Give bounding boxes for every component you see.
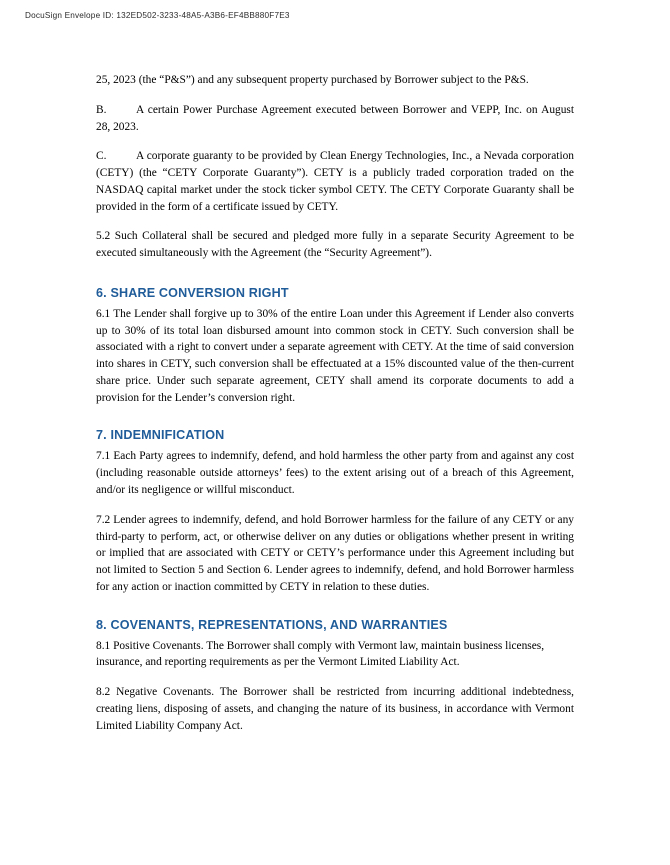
item-b-text: A certain Power Purchase Agreement executed between Borrower and VEPP, Inc. on August 28, 2023. bbox=[96, 103, 574, 133]
paragraph-8-1: 8.1 Positive Covenants. The Borrower shall comply with Vermont law, maintain business licenses, insurance, and reporting requirements as per the Vermont Limited Liability Act. bbox=[96, 639, 545, 669]
document-body bbox=[96, 72, 574, 747]
item-b-label: B. bbox=[96, 103, 107, 116]
list-item bbox=[96, 148, 574, 215]
paragraph-continued: 25, 2023 (the “P&S”) and any subsequent property purchased by Borrower subject to the P&S. bbox=[96, 74, 529, 86]
section-7-heading: 7. INDEMNIFICATION bbox=[96, 428, 225, 443]
paragraph-7-1: 7.1 Each Party agrees to indemnify, defend, and hold harmless the other party from and against any cost (including reasonable outside attorneys’ fees) to the extent arising out of a breach of this Agreement, and/or its negligence or willful misconduct. bbox=[96, 450, 574, 497]
paragraph-8-2: 8.2 Negative Covenants. The Borrower shall be restricted from incurring additional indebtedness, creating liens, disposing of assets, and changing the nature of its business, in accordance with Vermont Limited Liability Company Act. bbox=[96, 686, 574, 732]
section-8 bbox=[96, 618, 574, 735]
list-item bbox=[96, 102, 574, 136]
paragraph-6-1: 6.1 The Lender shall forgive up to 30% of the entire Loan under this Agreement if Lender also converts up to 30% of its total loan disbursed amount into common stock in CETY. Such conversion shall be associated with a right to convert under a separate agreement with CETY. At the time of said conversion into shares in CETY, such conversion shall be effectuated at a 15% discounted value of the then-current share price. Under such separate agreement, CETY shall amend its corporate documents to add a provision for the Lender’s conversion right. bbox=[96, 307, 574, 404]
section-8-heading: 8. COVENANTS, REPRESENTATIONS, AND WARRANTIES bbox=[96, 617, 448, 632]
item-c-text: A corporate guaranty to be provided by Clean Energy Technologies, Inc., a Nevada corporation (CETY) (the “CETY Corporate Guaranty”). CETY is a publicly traded corporation traded on the NASDAQ capital market under the stock ticker symbol CETY. The CETY Corporate Guaranty shall be provided in the form of a certificate issued by CETY. bbox=[96, 150, 574, 213]
section-7 bbox=[96, 428, 574, 595]
item-c-label: C. bbox=[96, 150, 107, 163]
paragraph-7-2: 7.2 Lender agrees to indemnify, defend, and hold Borrower harmless for the failure of any CETY or any third-party to perform, act, or otherwise deliver on any duties or obligations whether present in writing or implied that are associated with CETY or CETY’s performance under this Agreement including but not limited to Section 5 and Section 6. Lender agrees to indemnify, defend, and hold Borrower harmless for any action or inaction committed by CETY in relation to these duties. bbox=[96, 513, 574, 593]
docusign-envelope-id: DocuSign Envelope ID: 132ED502-3233-48A5-A3B6-EF4BB880F7E3 bbox=[25, 11, 290, 20]
section-6 bbox=[96, 286, 574, 407]
paragraph-5-2: 5.2 Such Collateral shall be secured and pledged more fully in a separate Security Agreement to be executed simultaneously with the Agreement (the “Security Agreement”). bbox=[96, 230, 574, 260]
section-6-heading: 6. SHARE CONVERSION RIGHT bbox=[96, 285, 289, 300]
